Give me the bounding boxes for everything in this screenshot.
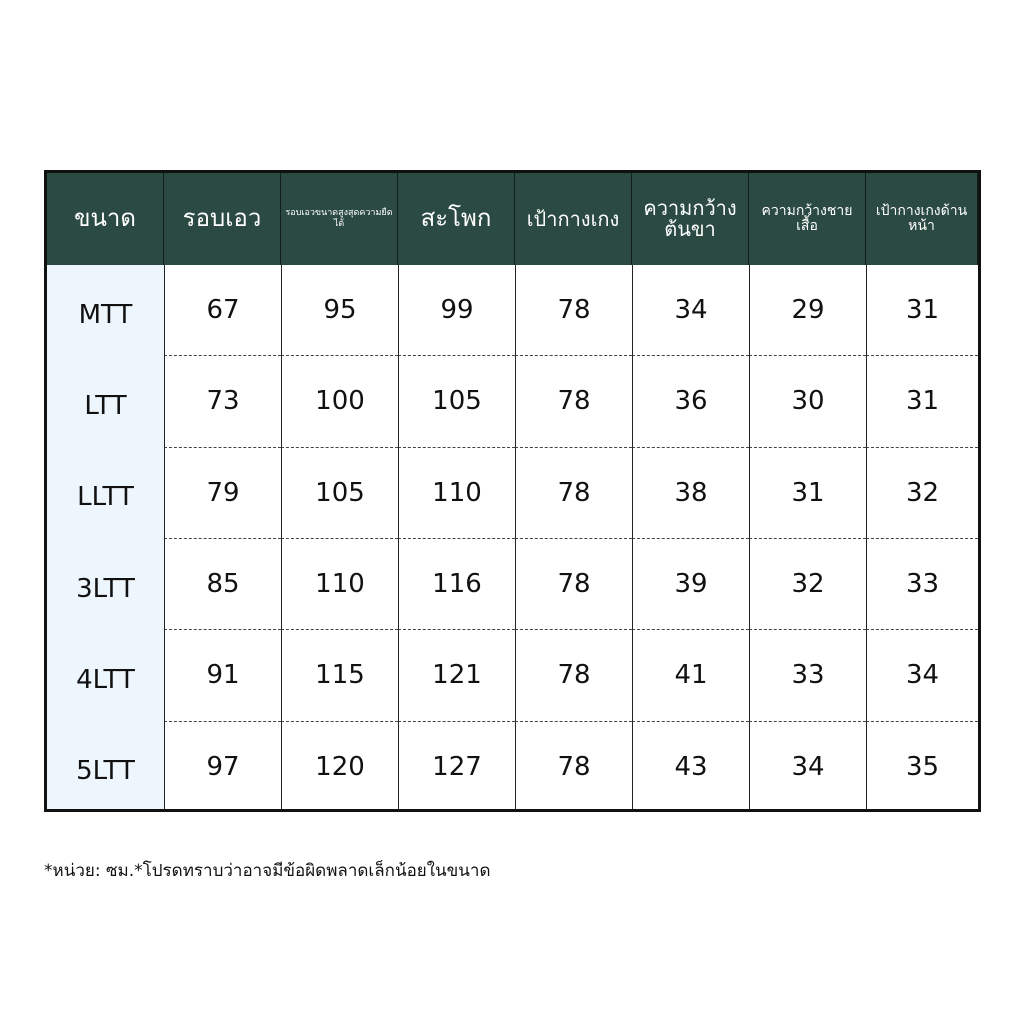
table-cell: 29: [749, 265, 866, 356]
header-thigh-width: ความกว้างต้นขา: [632, 173, 749, 265]
table-cell: 35: [866, 722, 978, 812]
header-waist: รอบเอว: [164, 173, 281, 265]
table-cell: 85: [164, 539, 281, 630]
table-cell: 110: [281, 539, 398, 630]
row-size-label: 4LTT: [47, 630, 164, 721]
table-cell: 127: [398, 722, 515, 812]
table-cell: 31: [866, 356, 978, 447]
header-rise: เป้ากางเกง: [515, 173, 632, 265]
table-cell: 97: [164, 722, 281, 812]
table-cell: 105: [398, 356, 515, 447]
header-size: ขนาด: [47, 173, 164, 265]
table-cell: 33: [866, 539, 978, 630]
measurement-footnote: *หน่วย: ซม.*โปรดทราบว่าอาจมีข้อผิดพลาดเล็กน้อยในขนาด: [44, 861, 491, 881]
row-size-label: 3LTT: [47, 539, 164, 630]
table-cell: 34: [749, 722, 866, 812]
table-cell: 32: [866, 448, 978, 539]
table-cell: 41: [632, 630, 749, 721]
table-cell: 67: [164, 265, 281, 356]
table-cell: 34: [632, 265, 749, 356]
table-cell: 32: [749, 539, 866, 630]
header-max-stretch-waist: รอบเอวขนาดสูงสุดความยืดได้: [281, 173, 398, 265]
table-cell: 120: [281, 722, 398, 812]
table-cell: 31: [866, 265, 978, 356]
table-cell: 30: [749, 356, 866, 447]
table-cell: 33: [749, 630, 866, 721]
table-cell: 39: [632, 539, 749, 630]
table-cell: 100: [281, 356, 398, 447]
table-cell: 99: [398, 265, 515, 356]
table-cell: 95: [281, 265, 398, 356]
table-cell: 78: [515, 722, 632, 812]
table-cell: 105: [281, 448, 398, 539]
table-cell: 116: [398, 539, 515, 630]
table-cell: 73: [164, 356, 281, 447]
row-size-label: LTT: [47, 356, 164, 447]
table-cell: 38: [632, 448, 749, 539]
table-cell: 78: [515, 630, 632, 721]
table-cell: 78: [515, 539, 632, 630]
size-chart-table: [44, 170, 981, 812]
row-size-label: 5LTT: [47, 722, 164, 812]
table-cell: 79: [164, 448, 281, 539]
header-hip: สะโพก: [398, 173, 515, 265]
table-cell: 91: [164, 630, 281, 721]
table-cell: 115: [281, 630, 398, 721]
row-size-label: LLTT: [47, 448, 164, 539]
table-cell: 110: [398, 448, 515, 539]
table-cell: 78: [515, 265, 632, 356]
table-cell: 43: [632, 722, 749, 812]
table-cell: 78: [515, 356, 632, 447]
table-cell: 31: [749, 448, 866, 539]
table-cell: 121: [398, 630, 515, 721]
table-cell: 78: [515, 448, 632, 539]
header-hem-width: ความกว้างชายเสื้อ: [749, 173, 866, 265]
header-front-rise: เป้ากางเกงด้านหน้า: [866, 173, 978, 265]
row-size-label: MTT: [47, 265, 164, 356]
table-cell: 34: [866, 630, 978, 721]
table-cell: 36: [632, 356, 749, 447]
